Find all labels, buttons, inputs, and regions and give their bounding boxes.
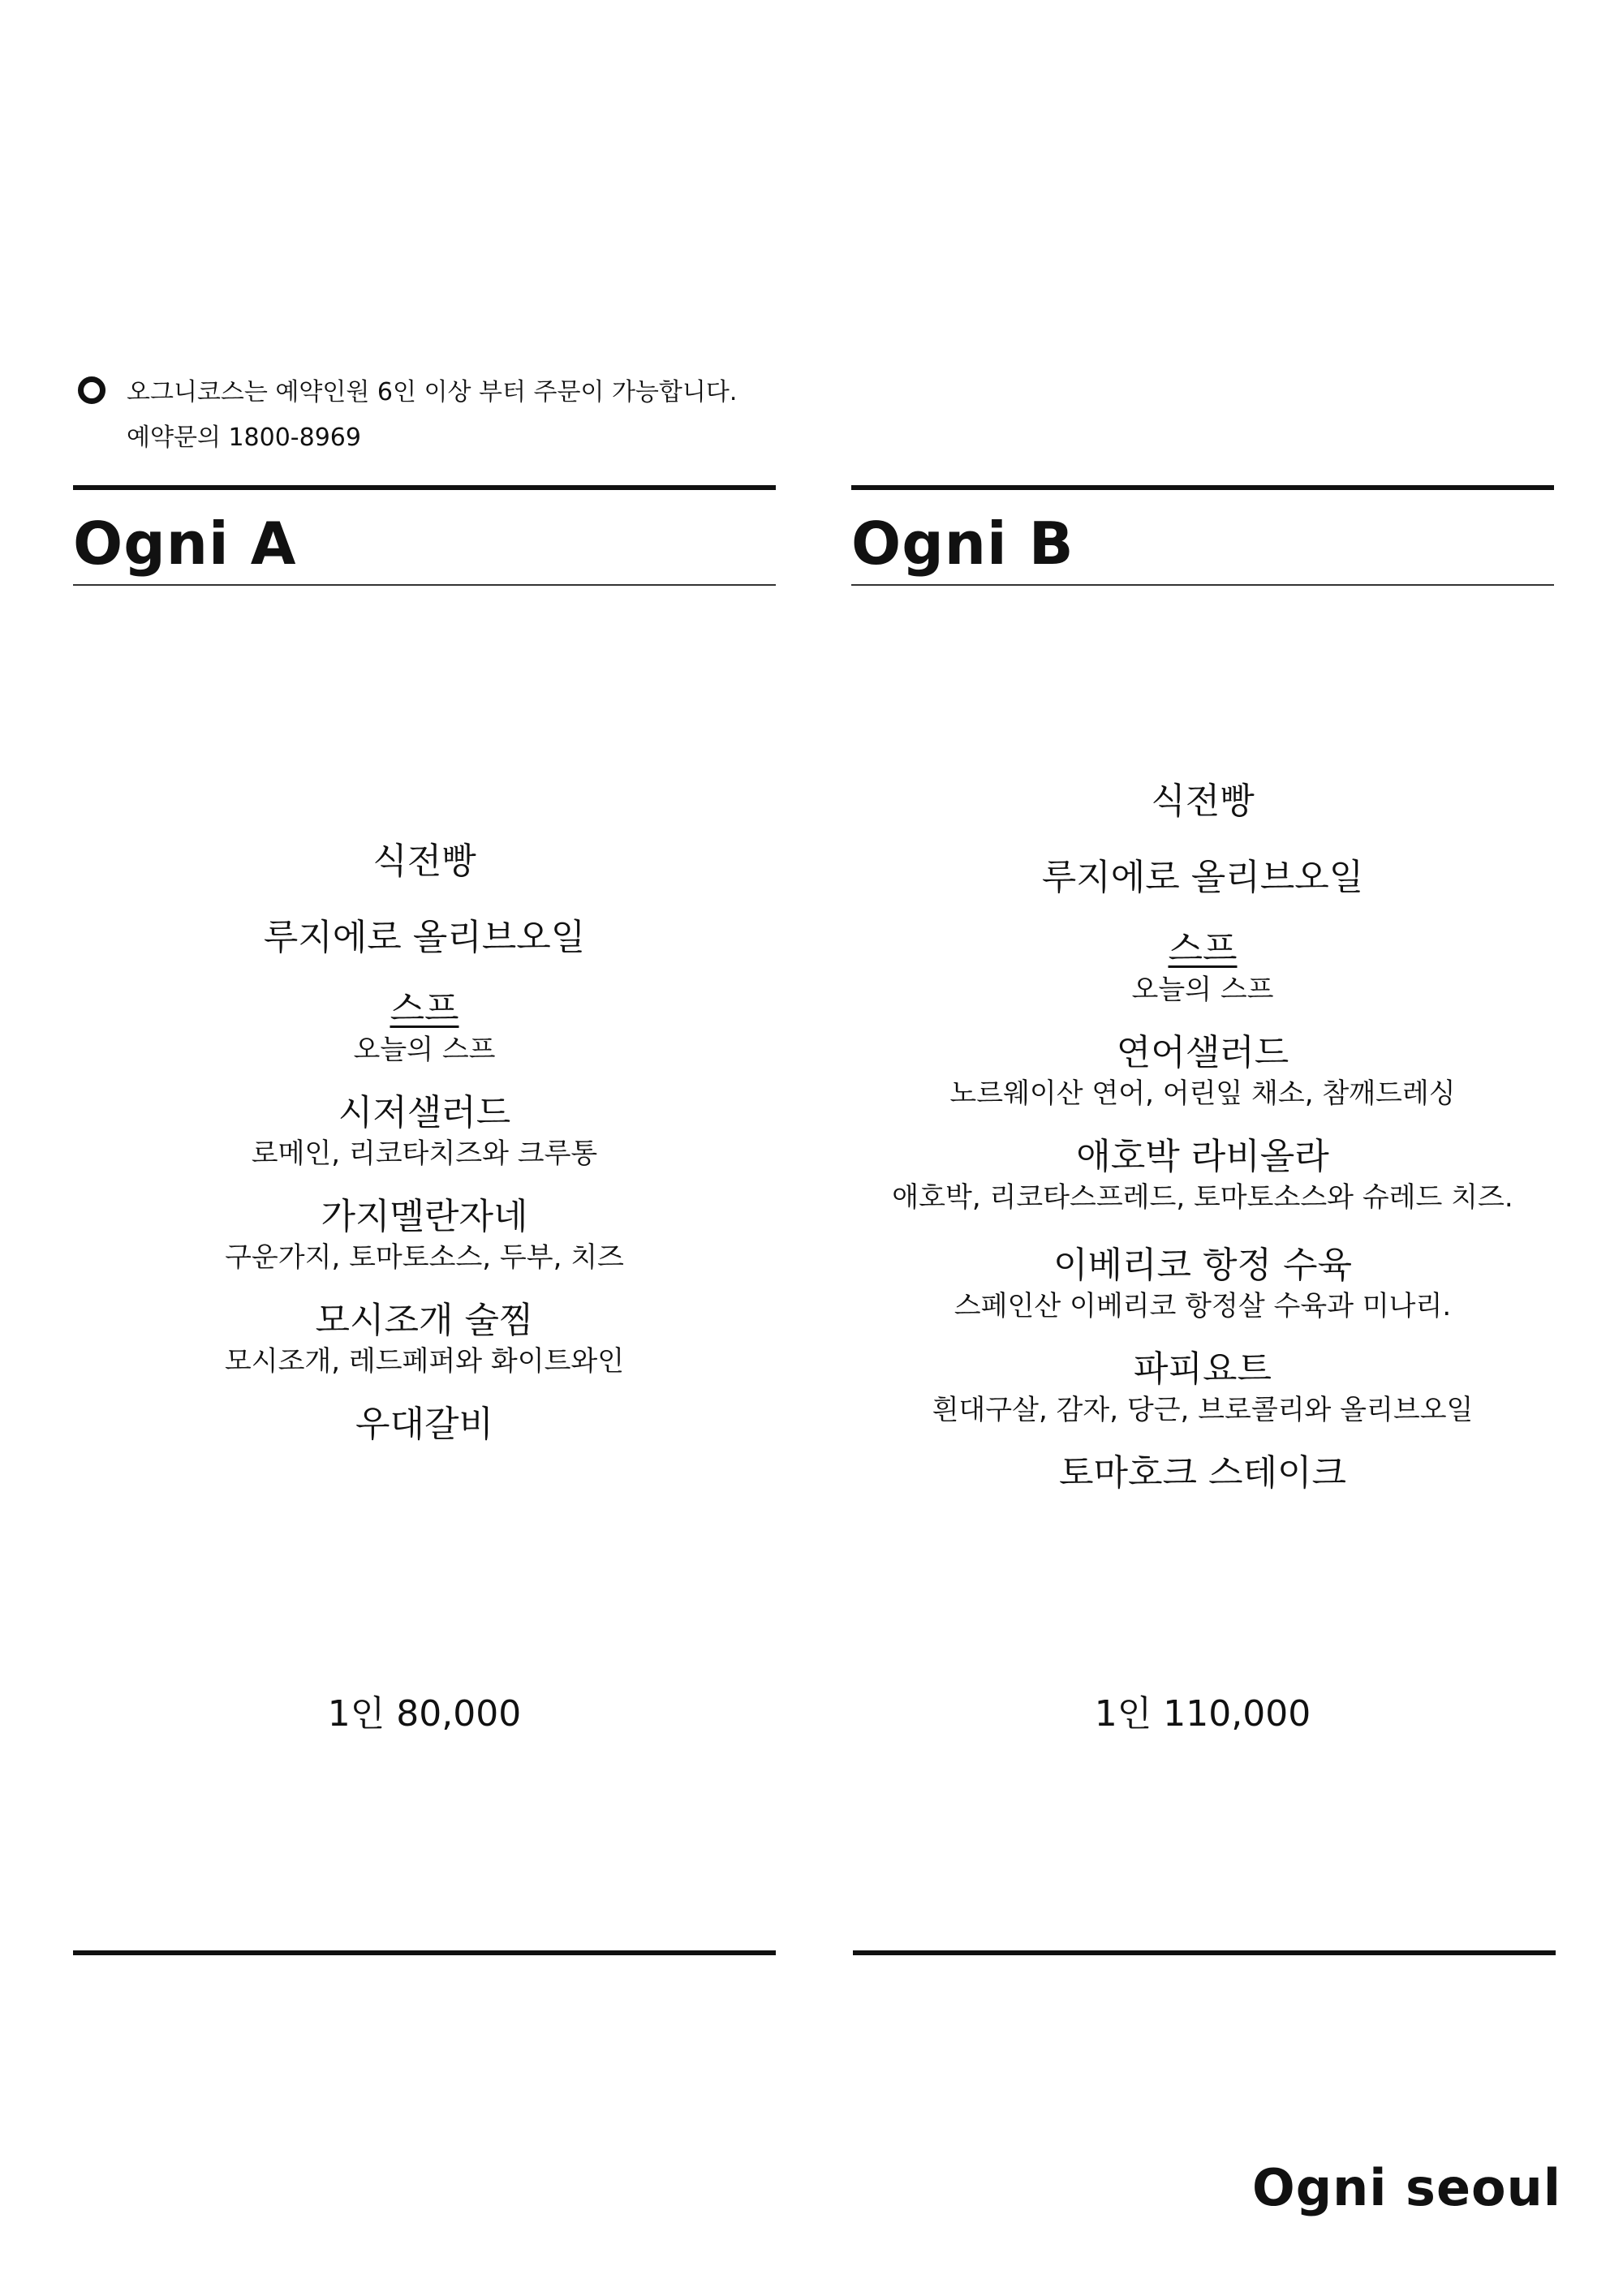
course-desc: 모시조개, 레드페퍼와 화이트와인 xyxy=(224,1345,625,1378)
course-name: 스프 xyxy=(1168,928,1238,970)
course-name: 애호박 라비올라 xyxy=(1076,1136,1329,1177)
course-name: 이베리코 항정 수육 xyxy=(1053,1245,1352,1286)
course-name: 파피요트 xyxy=(1133,1348,1272,1390)
course-desc: 오늘의 스프 xyxy=(353,1034,496,1066)
course-name: 시저샐러드 xyxy=(338,1092,511,1133)
course-desc: 로메인, 리코타치즈와 크루통 xyxy=(251,1137,598,1170)
course-item xyxy=(851,1451,1554,1496)
course-desc: 애호박, 리코타스프레드, 토마토소스와 슈레드 치즈. xyxy=(892,1181,1513,1214)
course-item xyxy=(851,1347,1554,1428)
course-name: 루지에로 올리브오일 xyxy=(1041,857,1364,898)
brand-wordmark: Ogni seoul xyxy=(1251,2158,1561,2217)
course-desc: 오늘의 스프 xyxy=(1131,974,1274,1006)
course-item xyxy=(73,1402,776,1447)
menu-a-title: Ogni A xyxy=(73,510,297,578)
course-desc: 흰대구살, 감자, 당근, 브로콜리와 올리브오일 xyxy=(932,1394,1474,1426)
course-name: 스프 xyxy=(390,988,459,1030)
course-item xyxy=(851,855,1554,901)
course-item xyxy=(73,839,776,884)
menu-b-bottom-rule xyxy=(853,1950,1556,1955)
course-name: 식전빵 xyxy=(1151,780,1255,822)
notice-phone: 예약문의 1800-8969 xyxy=(127,424,361,452)
course-name: 연어샐러드 xyxy=(1116,1032,1289,1073)
menu-a-courses xyxy=(73,839,776,1447)
course-item xyxy=(73,915,776,961)
course-item xyxy=(73,1194,776,1275)
course-item xyxy=(851,1030,1554,1111)
menu-b-courses xyxy=(851,779,1554,1496)
course-name: 루지에로 올리브오일 xyxy=(263,917,586,958)
course-item xyxy=(73,1298,776,1379)
course-item xyxy=(73,1090,776,1172)
course-name: 가지멜란자네 xyxy=(321,1196,528,1237)
notice-min-guests: 오그니코스는 예약인원 6인 이상 부터 주문이 가능합니다. xyxy=(127,378,738,406)
course-name: 모시조개 술찜 xyxy=(315,1300,534,1341)
course-item xyxy=(851,1243,1554,1324)
course-name: 우대갈비 xyxy=(355,1404,493,1445)
menu-b-header xyxy=(851,485,1554,586)
course-name: 토마호크 스테이크 xyxy=(1058,1452,1347,1494)
course-item xyxy=(851,779,1554,824)
course-item xyxy=(851,1134,1554,1215)
title-rule xyxy=(851,584,1554,586)
menu-a-header xyxy=(73,485,776,586)
circle-bullet-icon xyxy=(78,376,105,404)
menu-b-price: 1인 110,000 xyxy=(1094,1693,1311,1735)
top-rule xyxy=(851,485,1554,490)
course-item xyxy=(73,987,776,1068)
course-name: 식전빵 xyxy=(372,841,476,882)
course-desc: 스페인산 이베리코 항정살 수육과 미나리. xyxy=(954,1290,1452,1322)
course-desc: 노르웨이산 연어, 어린잎 채소, 참깨드레싱 xyxy=(949,1077,1456,1110)
menu-a-bottom-rule xyxy=(73,1950,776,1955)
course-desc: 구운가지, 토마토소스, 두부, 치즈 xyxy=(225,1241,624,1274)
title-rule xyxy=(73,584,776,586)
menu-b-title: Ogni B xyxy=(851,510,1074,578)
menu-a-price: 1인 80,000 xyxy=(327,1693,522,1735)
course-item xyxy=(851,927,1554,1008)
top-rule xyxy=(73,485,776,490)
